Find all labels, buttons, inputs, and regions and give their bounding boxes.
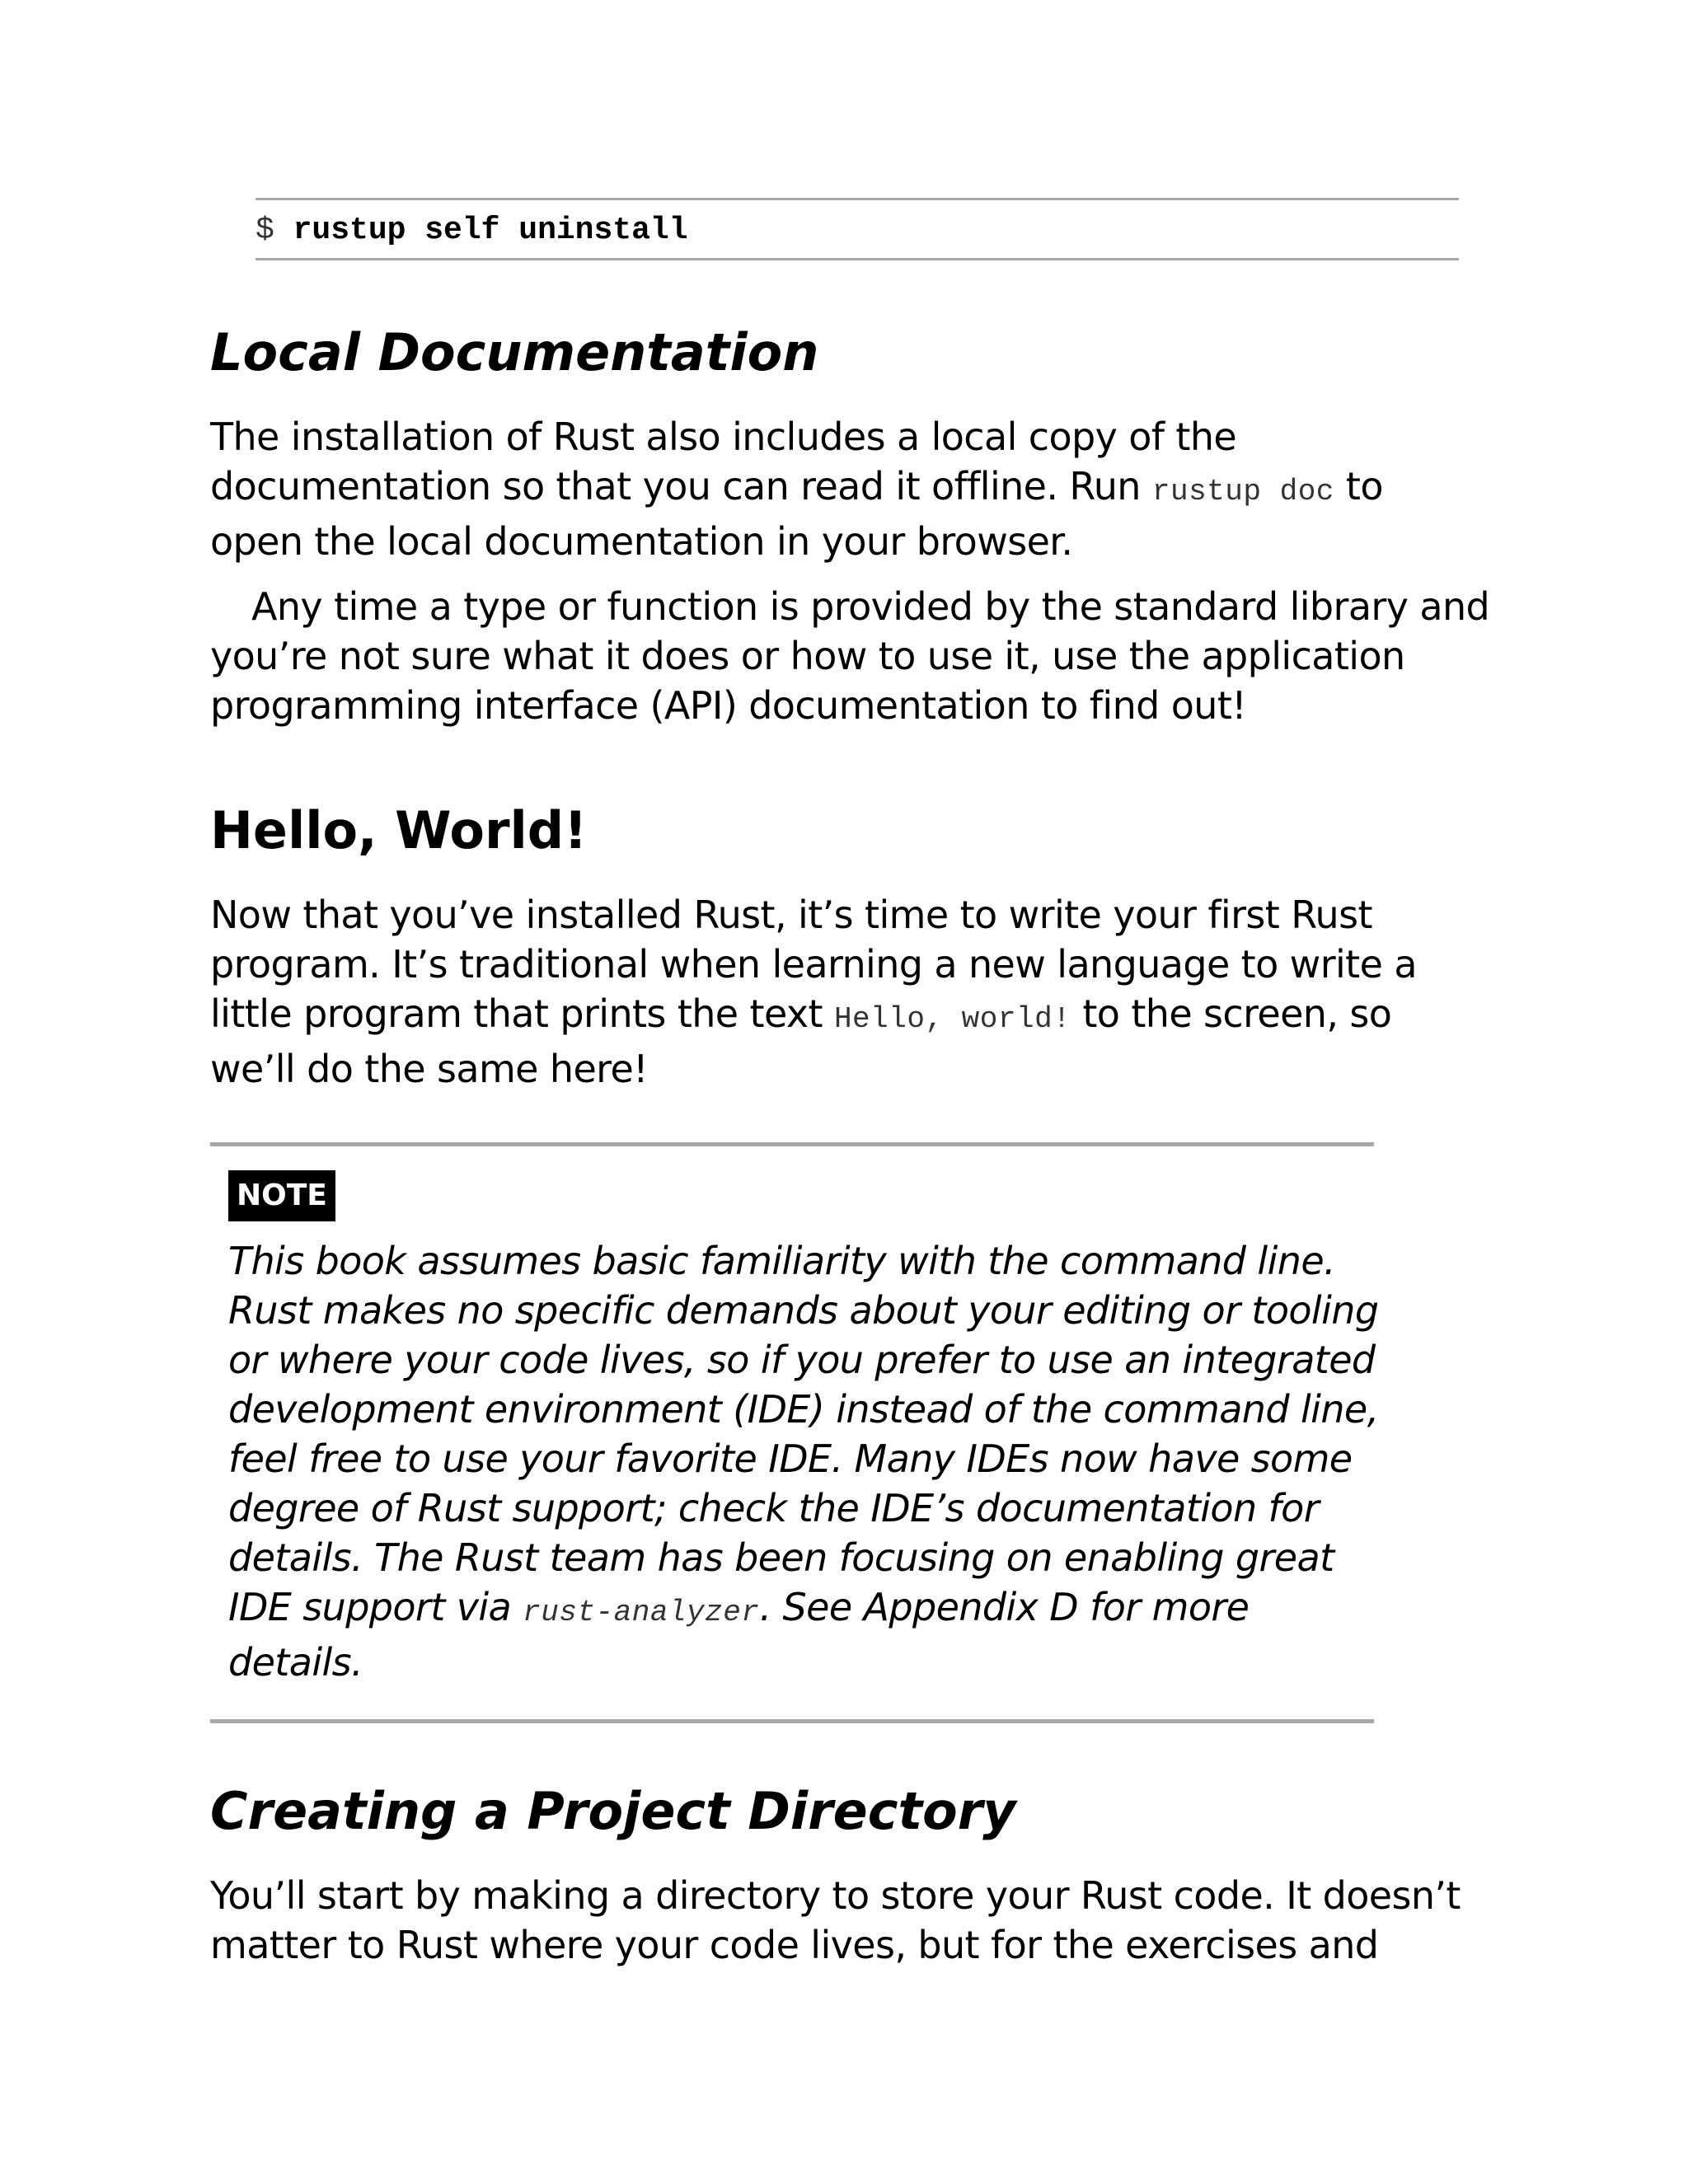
text-run: documentation so that you can read it offline. Run [210,464,1152,509]
paragraph-local-docs-1 [210,412,1479,566]
text-line: The installation of Rust also includes a local copy of the [210,415,1237,459]
paragraph-local-docs-2 [210,582,1490,730]
shell-prompt: $ [256,213,274,248]
paragraph-project-directory [210,1871,1479,1970]
note-line: details. [228,1640,363,1685]
text-line: Now that you’ve installed Rust, it’s time to write your first Rust [210,893,1372,937]
note-line: feel free to use your favorite IDE. Many IDEs now have some [228,1436,1353,1481]
note-line: Rust makes no specific demands about your editing or tooling [228,1288,1379,1333]
heading-hello-world: Hello, World! [210,800,588,860]
text-line [210,989,1479,1044]
text-run: to the screen, so [1071,991,1392,1036]
note-bottom-rule [210,1719,1374,1723]
note-top-rule [210,1142,1374,1146]
note-line: or where your code lives, so if you prefer to use an integrated [228,1338,1376,1382]
text-line: You’ll start by making a directory to store your Rust code. It doesn’t [210,1873,1461,1918]
heading-local-documentation: Local Documentation [210,322,819,382]
text-line: you’re not sure what it does or how to use it, use the application [210,634,1405,678]
text-line [210,462,1479,517]
text-run: . See Appendix D for more [759,1585,1250,1629]
text-line: open the local documentation in your browser. [210,519,1073,564]
text-line: programming interface (API) documentation to find out! [210,683,1247,728]
note-body [228,1236,1382,1687]
text-run: little program that prints the text [210,991,834,1036]
note-line: degree of Rust support; check the IDE’s documentation for [228,1486,1320,1530]
note-line: development environment (IDE) instead of the command line, [228,1387,1379,1432]
code-block [256,198,1459,260]
shell-command: rustup self uninstall [293,213,688,248]
note-badge: NOTE [228,1170,335,1221]
text-line: we’ll do the same here! [210,1047,648,1091]
inline-code-rustup-doc: rustup doc [1151,475,1334,509]
paragraph-hello-world [210,890,1479,1094]
note-line: This book assumes basic familiarity with the command line. [228,1239,1336,1283]
text-line: matter to Rust where your code lives, but for the exercises and [210,1923,1379,1967]
inline-code-rust-analyzer: rust-analyzer [523,1596,760,1629]
code-line [256,210,688,251]
text-line: Any time a type or function is provided by the standard library and [251,584,1490,629]
note-line [228,1582,1382,1638]
text-line: program. It’s traditional when learning a new language to write a [210,942,1417,987]
inline-code-hello-world: Hello, world! [833,1002,1071,1036]
note-line: details. The Rust team has been focusing on enabling great [228,1535,1334,1580]
text-run: IDE support via [228,1585,523,1629]
text-run: to [1334,464,1383,509]
heading-creating-project-directory: Creating a Project Directory [210,1781,1016,1841]
